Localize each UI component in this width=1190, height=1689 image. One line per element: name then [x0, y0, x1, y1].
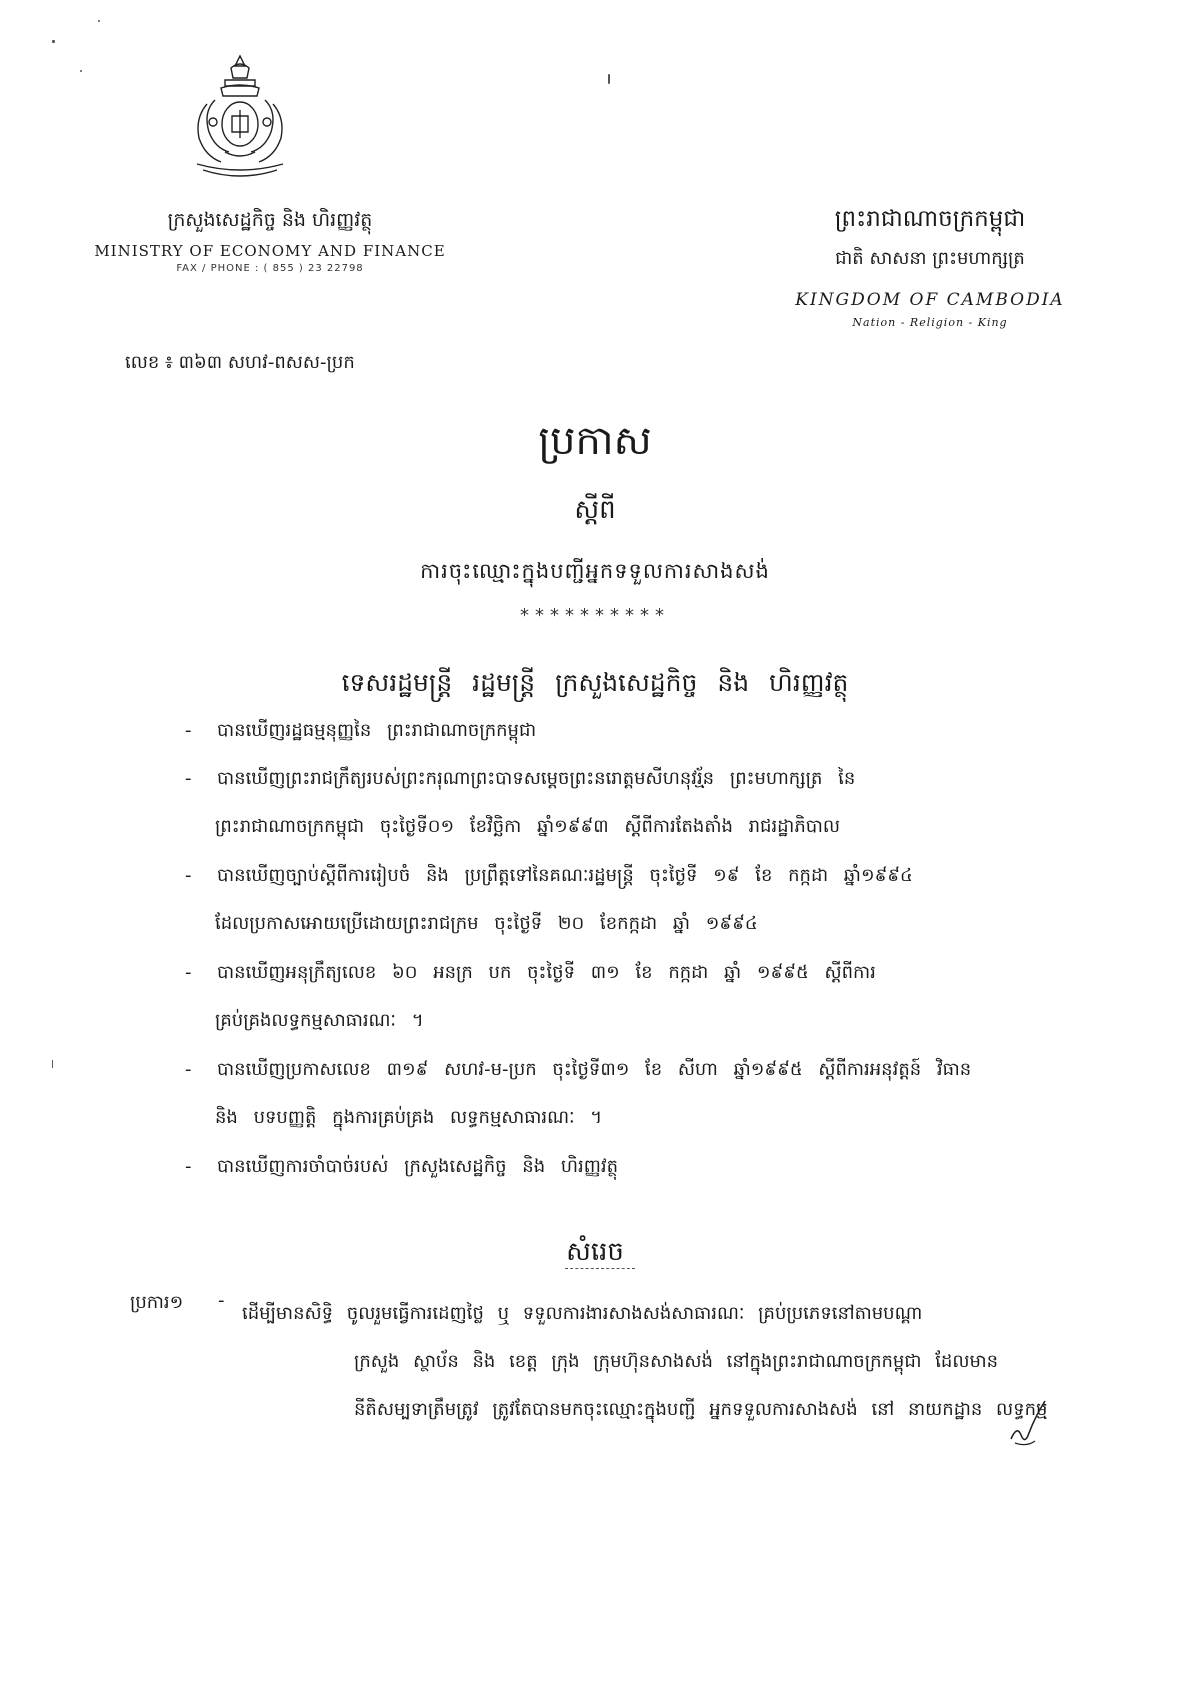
document-title: ប្រកាស — [538, 418, 652, 464]
scan-speck — [80, 70, 82, 72]
motto-khmer: ជាតិ សាសនា ព្រះមហាក្សត្រ — [835, 248, 1025, 269]
decision-heading: សំរេច — [566, 1237, 624, 1267]
scan-speck — [52, 1060, 53, 1068]
issuing-authority: ទេសរដ្ឋមន្ត្រី រដ្ឋមន្ត្រី ក្រសួងសេដ្ឋកិច្ច និង ហិរញ្ញវត្ថុ — [341, 668, 849, 697]
scan-speck — [608, 74, 610, 84]
consideration-item: - បានឃើញអនុក្រឹត្យលេខ ៦០ អនក្រ បក ចុះថ្ងៃទី ៣១ ខែ កក្កដា ឆ្នាំ ១៩៩៥ ស្តីពីការ គ្រប់គ្រងលទ្ធកម្មសាធារណៈ ។ — [185, 962, 876, 1031]
consideration-item: - បានឃើញរដ្ឋធម្មនុញ្ញនៃ ព្រះរាជាណាចក្រកម្ពុជា — [185, 720, 537, 741]
consideration-item: - បានឃើញព្រះរាជក្រឹត្យរបស់ព្រះករុណាព្រះបាទសម្តេចព្រះនរោត្តមសីហនុវរ្ម័ន ព្រះមហាក្សត្រ នៃ ព្រះរាជាណាចក្រកម្ពុជា ចុះថ្ងៃទី០១ ខែវិច្ឆិកា ឆ្នាំ១៩៩៣ ស្តីពីការតែងតាំង រាជរដ្ឋាភិបាល — [185, 768, 856, 837]
scan-speck — [52, 40, 55, 43]
article-line: នីតិសម្បទាត្រឹមត្រូវ ត្រូវតែបានមកចុះឈ្មោះក្នុងបញ្ជី អ្នកទទួលការសាងសង់ នៅ នាយកដ្ឋាន លទ្ធកម្ម — [354, 1399, 1048, 1420]
about-label: ស្តីពី — [574, 495, 616, 525]
decision-underline — [565, 1268, 635, 1269]
ministry-name-khmer: ក្រសួងសេដ្ឋកិច្ច និង ហិរញ្ញវត្ថុ — [167, 209, 373, 231]
article-1: ប្រការ១ - ដើម្បីមានសិទ្ធិ ចូលរួមធ្វើការដេញថ្លៃ ឬ ទទួលការងារសាងសង់សាធារណៈ គ្រប់ប្រភេទនៅតាមបណ្តា ក្រសួង ស្ថាប័ន និង ខេត្ត ក្រុង ក្រុមហ៊ុនសាងសង់ នៅក្នុងព្រះរាជាណាចក្រកម្ពុជា ដែលមាន នីតិសម្បទាត្រឹមត្រូវ ត្រូវតែបានមកចុះឈ្មោះក្នុងបញ្ជី អ្នកទទួលការសាងសង់ នៅ នាយកដ្ឋាន លទ្ធកម្ម — [130, 1290, 1090, 1434]
article-line: ដើម្បីមានសិទ្ធិ ចូលរួមធ្វើការដេញថ្លៃ ឬ ទទួលការងារសាងសង់សាធារណៈ គ្រប់ប្រភេទនៅតាមបណ្តា — [242, 1303, 923, 1324]
motto-english: Nation - Religion - King — [852, 316, 1008, 329]
kingdom-name-english: KINGDOM OF CAMBODIA — [795, 290, 1065, 310]
consideration-item: - បានឃើញច្បាប់ស្តីពីការរៀបចំ និង ប្រព្រឹត្តទៅនៃគណៈរដ្ឋមន្ត្រី ចុះថ្ងៃទី ១៩ ខែ កក្កដា ឆ្នាំ១៩៩៤ ដែលប្រកាសអោយប្រើដោយព្រះរាជក្រម ចុះថ្ងៃទី ២០ ខែកក្កដា ឆ្នាំ ១៩៩៤ — [185, 865, 913, 934]
handwritten-initial — [1005, 1395, 1055, 1450]
document-subject: ការចុះឈ្មោះក្នុងបញ្ជីអ្នកទទួលការសាងសង់ — [420, 559, 770, 583]
consideration-item: - បានឃើញប្រកាសលេខ ៣១៩ សហវ-ម-ប្រក ចុះថ្ងៃទី៣១ ខែ សីហា ឆ្នាំ១៩៩៥ ស្តីពីការអនុវត្តន៍ វិធាន និង បទបញ្ញត្តិ ក្នុងការគ្រប់គ្រង លទ្ធកម្មសាធារណៈ ។ — [185, 1059, 972, 1128]
reference-number: លេខ ៖ ៣៦៣ សហវ-ពសស-ប្រក — [125, 352, 355, 373]
kingdom-name-khmer: ព្រះរាជាណាចក្រកម្ពុជា — [834, 206, 1026, 232]
scan-speck — [98, 20, 100, 22]
article-line: ក្រសួង ស្ថាប័ន និង ខេត្ត ក្រុង ក្រុមហ៊ុនសាងសង់ នៅក្នុងព្រះរាជាណាចក្រកម្ពុជា ដែលមាន — [354, 1351, 999, 1372]
consideration-item: - បានឃើញការចាំបាច់របស់ ក្រសួងសេដ្ឋកិច្ច និង ហិរញ្ញវត្ថុ — [185, 1156, 619, 1177]
star-separator: ********** — [520, 605, 670, 626]
royal-coat-of-arms-icon — [185, 52, 295, 182]
considerations-list — [185, 722, 1065, 1206]
ministry-fax-phone: FAX / PHONE : ( 855 ) 23 22798 — [176, 263, 364, 274]
article-label: ប្រការ១ — [130, 1292, 184, 1313]
ministry-name-english: MINISTRY OF ECONOMY AND FINANCE — [94, 242, 446, 260]
